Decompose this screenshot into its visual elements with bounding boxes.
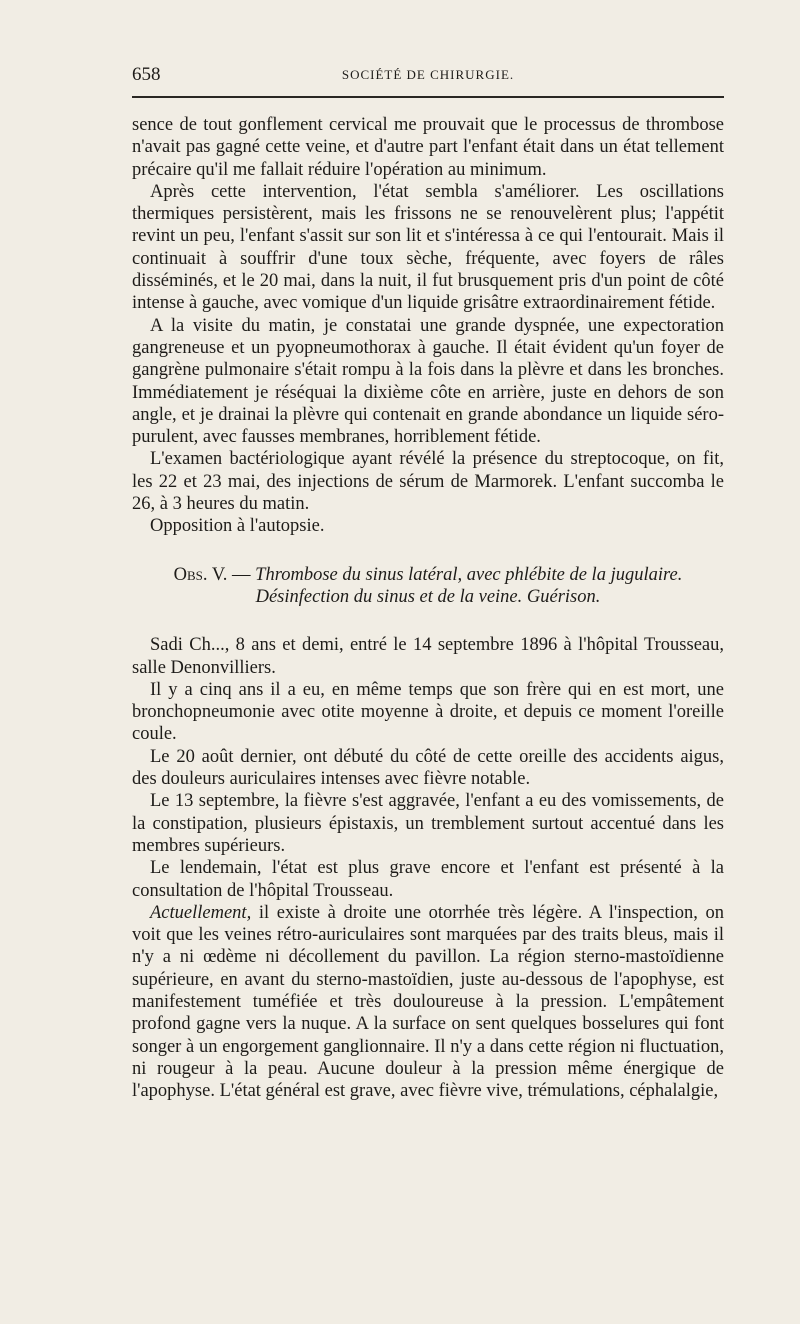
paragraph: Le 20 août dernier, ont débuté du côté de cette oreille des accidents aigus, des douleurs auriculaires intenses avec fièvre notable. (132, 746, 724, 790)
paragraph: Opposition à l'autopsie. (150, 516, 325, 537)
paragraph: sence de tout gonflement cervical me prouvait que le processus de thrombose n'avait pas gagné cette veine, et d'autre part l'enfant était dans un état tellement précaire qu'il me fallait réduire l'opération au minimum. (132, 115, 724, 180)
page-header (132, 64, 724, 94)
paragraph: Le 13 septembre, la fièvre s'est aggravée, l'enfant a eu des vomissements, de la constipation, plusieurs épistaxis, un tremblement surtout accentué dans les membres supérieurs. (132, 791, 724, 856)
page-number: 658 (132, 64, 161, 85)
observation-title-line2: Désinfection du sinus et de la veine. Guérison. (255, 586, 601, 607)
paragraph: Le lendemain, l'état est plus grave encore et l'enfant est présenté à la consultation de l'hôpital Trousseau. (132, 858, 724, 901)
paragraph-last (132, 902, 724, 1103)
body-text (132, 114, 724, 1102)
observation-title-line1: Thrombose du sinus latéral, avec phlébite de la jugulaire. (255, 564, 683, 585)
italic-lead: Actuellement, (150, 902, 252, 923)
paragraph: L'examen bactériologique ayant révélé la présence du streptocoque, on fit, les 22 et 23 mai, des injections de sérum de Marmorek. L'enfant succomba le 26, à 3 heures du matin. (132, 449, 724, 515)
paragraph: A la visite du matin, je constatai une grande dyspnée, une expectoration gangreneuse et un pyopneumothorax à gauche. Il était évident qu'un foyer de gangrène pulmonaire s'était rompu à la fois dans la plèvre et dans les bronches. Immédiatement je réséquai la dixième côte en arrière, juste en dehors de son angle, et je drainai la plèvre qui contenait en grande abondance un liquide séro-purulent, avec fausses membranes, horriblement fétide. (132, 315, 724, 448)
observation-dash: — (232, 564, 251, 585)
observation-label: Obs. V. (173, 564, 228, 585)
paragraph-text: il existe à droite une otorrhée très légère. A l'inspection, on voit que les veines rétro-auriculaires sont marquées par des traits bleus, mais il n'y a ni œdème ni décollement du pavillon. La région sterno-mastoïdienne supérieure, en avant du sterno-mastoïdien, juste au-dessous de l'apophyse, est manifestement tuméfiée et très douloureuse à la pression. L'empâtement profond gagne vers la nuque. A la surface on sent quelques bosselures qui font songer à un engorgement ganglionnaire. Il n'y a dans cette région ni fluctuation, ni rougeur à la peau. Aucune douleur à la pression même énergique de l'apophyse. L'état général est grave, avec fièvre vive, trémulations, céphalalgie, (132, 902, 724, 1102)
header-rule (132, 96, 724, 98)
observation-heading (132, 564, 724, 609)
paragraph: Après cette intervention, l'état sembla s'améliorer. Les oscillations thermiques persistèrent, mais les frissons ne se renouvelèrent plus; l'appétit revint un peu, l'enfant s'assit sur son lit et s'intéressa à ce qui l'entourait. Mais il continuait à souffrir d'une toux sèche, fréquente, avec foyers de râles disséminés, et le 20 mai, dans la nuit, il fut brusquement pris d'un point de côté intense à gauche, avec vomique d'un liquide grisâtre extraordinairement fétide. (132, 181, 724, 314)
running-title: SOCIÉTÉ DE CHIRURGIE. (341, 67, 515, 82)
paragraph: Il y a cinq ans il a eu, en même temps que son frère qui en est mort, une bronchopneumonie avec otite moyenne à droite, et depuis ce moment l'oreille coule. (132, 679, 724, 745)
paragraph: Sadi Ch..., 8 ans et demi, entré le 14 septembre 1896 à l'hôpital Trousseau, salle Denonvilliers. (132, 635, 724, 678)
